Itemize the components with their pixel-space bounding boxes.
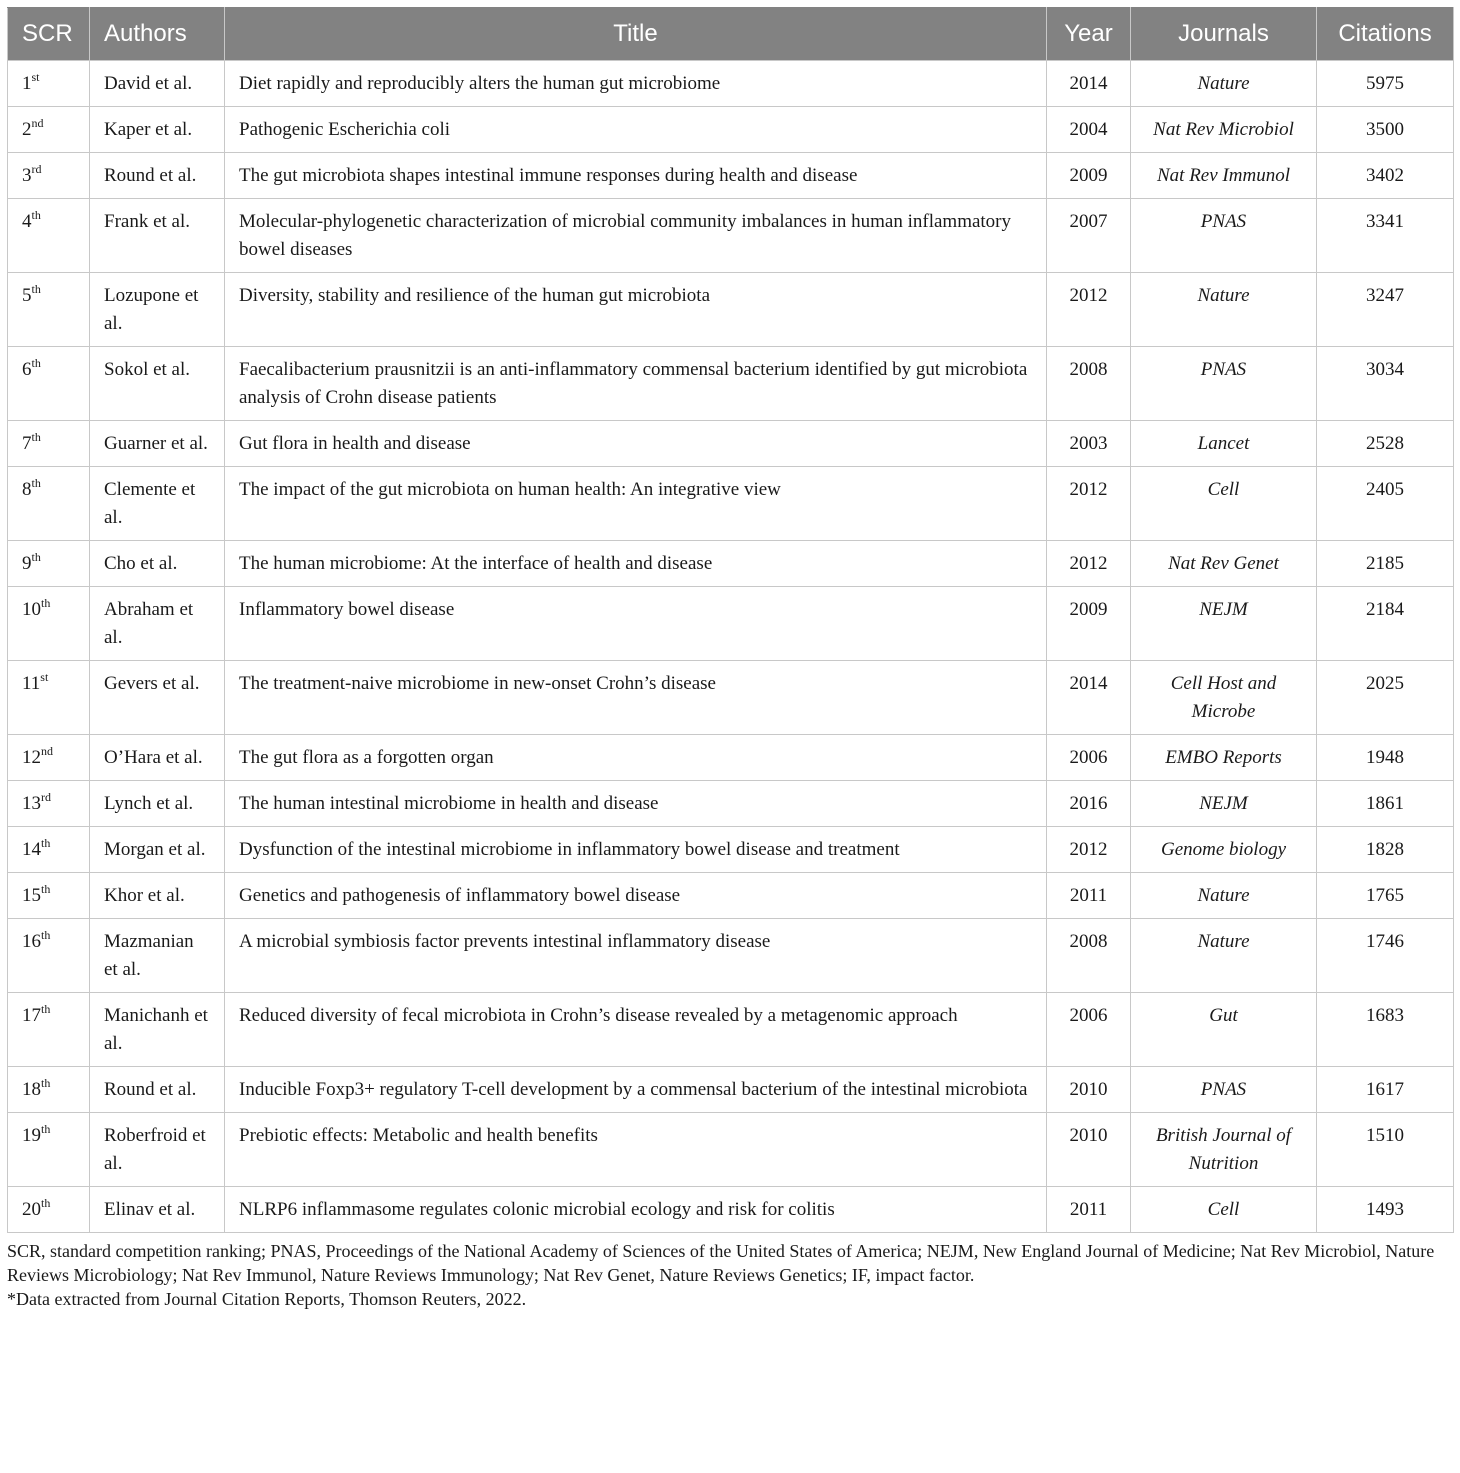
header-citations: Citations <box>1317 8 1454 61</box>
rank-suffix: th <box>41 1076 51 1090</box>
cell-year: 2010 <box>1047 1113 1131 1187</box>
table-row <box>8 781 1454 827</box>
cell-title: Prebiotic effects: Metabolic and health benefits <box>225 1113 1047 1187</box>
cell-year: 2008 <box>1047 347 1131 421</box>
cell-year: 2008 <box>1047 919 1131 993</box>
cell-title: Pathogenic Escherichia coli <box>225 107 1047 153</box>
table-row <box>8 61 1454 107</box>
cell-year: 2016 <box>1047 781 1131 827</box>
rank-suffix: th <box>31 476 41 490</box>
cell-authors: Lozupone et al. <box>90 273 225 347</box>
cell-title: Gut flora in health and disease <box>225 421 1047 467</box>
cell-title: Diet rapidly and reproducibly alters the human gut microbiome <box>225 61 1047 107</box>
table-row <box>8 827 1454 873</box>
cell-title: The gut microbiota shapes intestinal immune responses during health and disease <box>225 153 1047 199</box>
table-row <box>8 421 1454 467</box>
cell-authors: Kaper et al. <box>90 107 225 153</box>
cell-scr <box>8 919 90 993</box>
cell-year: 2009 <box>1047 587 1131 661</box>
rank-number: 9 <box>22 553 32 574</box>
cell-year: 2012 <box>1047 827 1131 873</box>
cell-scr <box>8 587 90 661</box>
table-row <box>8 541 1454 587</box>
rank-number: 2 <box>22 119 32 140</box>
cell-authors: Frank et al. <box>90 199 225 273</box>
rank-number: 15 <box>22 885 41 906</box>
cell-title: Molecular-phylogenetic characterization of microbial community imbalances in human inflammatory bowel diseases <box>225 199 1047 273</box>
cell-scr <box>8 1113 90 1187</box>
cell-citations: 5975 <box>1317 61 1454 107</box>
cell-journal: Lancet <box>1131 421 1317 467</box>
cell-title: NLRP6 inflammasome regulates colonic microbial ecology and risk for colitis <box>225 1187 1047 1233</box>
header-authors: Authors <box>90 8 225 61</box>
cell-authors: Roberfroid et al. <box>90 1113 225 1187</box>
cell-journal: Nature <box>1131 61 1317 107</box>
cell-authors: Mazmanian et al. <box>90 919 225 993</box>
cell-title: Inducible Foxp3+ regulatory T-cell development by a commensal bacterium of the intestinal microbiota <box>225 1067 1047 1113</box>
rank-number: 12 <box>22 747 41 768</box>
rank-number: 1 <box>22 73 32 94</box>
cell-journal: Gut <box>1131 993 1317 1067</box>
citations-table <box>7 7 1454 1233</box>
cell-title: Reduced diversity of fecal microbiota in Crohn’s disease revealed by a metagenomic approach <box>225 993 1047 1067</box>
rank-suffix: th <box>41 882 51 896</box>
cell-scr <box>8 153 90 199</box>
cell-citations: 2185 <box>1317 541 1454 587</box>
cell-scr <box>8 661 90 735</box>
rank-number: 5 <box>22 285 32 306</box>
cell-journal: PNAS <box>1131 1067 1317 1113</box>
cell-title: The treatment-naive microbiome in new-onset Crohn’s disease <box>225 661 1047 735</box>
cell-scr <box>8 61 90 107</box>
rank-suffix: th <box>41 836 51 850</box>
cell-authors: Morgan et al. <box>90 827 225 873</box>
cell-year: 2004 <box>1047 107 1131 153</box>
cell-year: 2014 <box>1047 661 1131 735</box>
cell-authors: Lynch et al. <box>90 781 225 827</box>
table-row <box>8 919 1454 993</box>
cell-year: 2006 <box>1047 993 1131 1067</box>
rank-number: 17 <box>22 1005 41 1026</box>
cell-year: 2011 <box>1047 873 1131 919</box>
cell-title: Diversity, stability and resilience of the human gut microbiota <box>225 273 1047 347</box>
cell-citations: 1510 <box>1317 1113 1454 1187</box>
rank-number: 14 <box>22 839 41 860</box>
table-container <box>7 7 1453 1311</box>
cell-authors: Guarner et al. <box>90 421 225 467</box>
cell-scr <box>8 873 90 919</box>
cell-journal: Nat Rev Immunol <box>1131 153 1317 199</box>
rank-suffix: th <box>31 430 41 444</box>
rank-suffix: rd <box>31 162 42 176</box>
table-row <box>8 273 1454 347</box>
cell-title: The human intestinal microbiome in health and disease <box>225 781 1047 827</box>
cell-citations: 2405 <box>1317 467 1454 541</box>
cell-authors: Cho et al. <box>90 541 225 587</box>
cell-citations: 1683 <box>1317 993 1454 1067</box>
rank-number: 7 <box>22 433 32 454</box>
cell-scr <box>8 107 90 153</box>
cell-journal: British Journal of Nutrition <box>1131 1113 1317 1187</box>
cell-scr <box>8 1067 90 1113</box>
cell-title: Inflammatory bowel disease <box>225 587 1047 661</box>
cell-journal: Nature <box>1131 919 1317 993</box>
rank-number: 19 <box>22 1125 41 1146</box>
cell-scr <box>8 993 90 1067</box>
cell-journal: NEJM <box>1131 587 1317 661</box>
cell-title: The impact of the gut microbiota on human health: An integrative view <box>225 467 1047 541</box>
cell-scr <box>8 735 90 781</box>
rank-suffix: st <box>31 70 40 84</box>
rank-number: 13 <box>22 793 41 814</box>
rank-suffix: nd <box>41 744 53 758</box>
cell-journal: PNAS <box>1131 347 1317 421</box>
cell-scr <box>8 347 90 421</box>
cell-authors: Sokol et al. <box>90 347 225 421</box>
cell-year: 2014 <box>1047 61 1131 107</box>
cell-authors: Manichanh et al. <box>90 993 225 1067</box>
cell-journal: NEJM <box>1131 781 1317 827</box>
cell-journal: Nat Rev Genet <box>1131 541 1317 587</box>
cell-journal: Cell Host and Microbe <box>1131 661 1317 735</box>
rank-number: 20 <box>22 1199 41 1220</box>
cell-journal: PNAS <box>1131 199 1317 273</box>
rank-suffix: th <box>41 1002 51 1016</box>
cell-citations: 2528 <box>1317 421 1454 467</box>
rank-suffix: rd <box>41 790 51 804</box>
table-row <box>8 153 1454 199</box>
header-title: Title <box>225 8 1047 61</box>
cell-journal: Nat Rev Microbiol <box>1131 107 1317 153</box>
rank-suffix: th <box>31 282 41 296</box>
rank-suffix: th <box>41 928 51 942</box>
table-body <box>8 61 1454 1233</box>
cell-title: The human microbiome: At the interface of health and disease <box>225 541 1047 587</box>
cell-citations: 2025 <box>1317 661 1454 735</box>
cell-authors: Round et al. <box>90 153 225 199</box>
cell-citations: 1765 <box>1317 873 1454 919</box>
cell-scr <box>8 1187 90 1233</box>
table-row <box>8 1067 1454 1113</box>
rank-suffix: th <box>31 550 41 564</box>
cell-year: 2012 <box>1047 273 1131 347</box>
footnote-abbreviations: SCR, standard competition ranking; PNAS, Proceedings of the National Academy of Sciences of the United States of America; NEJM, New England Journal of Medicine; Nat Rev Microbiol, Nature Reviews Microbiology; Nat Rev Immunol, Nature Reviews Immunology; Nat Rev Genet, Nature Reviews Genetics; IF, impact factor. <box>7 1241 1435 1285</box>
cell-year: 2003 <box>1047 421 1131 467</box>
cell-authors: Gevers et al. <box>90 661 225 735</box>
cell-citations: 2184 <box>1317 587 1454 661</box>
cell-year: 2011 <box>1047 1187 1131 1233</box>
table-row <box>8 661 1454 735</box>
table-row <box>8 735 1454 781</box>
cell-citations: 1617 <box>1317 1067 1454 1113</box>
rank-number: 6 <box>22 359 32 380</box>
rank-number: 11 <box>22 673 41 694</box>
cell-title: Genetics and pathogenesis of inflammatory bowel disease <box>225 873 1047 919</box>
rank-number: 3 <box>22 165 32 186</box>
cell-scr <box>8 273 90 347</box>
header-scr: SCR <box>8 8 90 61</box>
rank-suffix: nd <box>31 116 44 130</box>
table-row <box>8 199 1454 273</box>
cell-scr <box>8 781 90 827</box>
cell-scr <box>8 421 90 467</box>
cell-journal: Genome biology <box>1131 827 1317 873</box>
rank-number: 10 <box>22 599 41 620</box>
table-row <box>8 873 1454 919</box>
header-journals: Journals <box>1131 8 1317 61</box>
table-row <box>8 993 1454 1067</box>
cell-citations: 3034 <box>1317 347 1454 421</box>
cell-year: 2010 <box>1047 1067 1131 1113</box>
cell-citations: 3247 <box>1317 273 1454 347</box>
cell-journal: Cell <box>1131 467 1317 541</box>
header-row <box>8 8 1454 61</box>
rank-number: 18 <box>22 1079 41 1100</box>
cell-authors: Abraham et al. <box>90 587 225 661</box>
rank-suffix: th <box>31 208 41 222</box>
cell-citations: 1948 <box>1317 735 1454 781</box>
cell-authors: Elinav et al. <box>90 1187 225 1233</box>
cell-citations: 3402 <box>1317 153 1454 199</box>
cell-title: Faecalibacterium prausnitzii is an anti-inflammatory commensal bacterium identified by gut microbiota analysis of Crohn disease patients <box>225 347 1047 421</box>
cell-authors: Clemente et al. <box>90 467 225 541</box>
table-row <box>8 1187 1454 1233</box>
cell-authors: David et al. <box>90 61 225 107</box>
cell-authors: Khor et al. <box>90 873 225 919</box>
rank-number: 8 <box>22 479 32 500</box>
cell-scr <box>8 827 90 873</box>
cell-citations: 1861 <box>1317 781 1454 827</box>
cell-authors: Round et al. <box>90 1067 225 1113</box>
cell-citations: 1828 <box>1317 827 1454 873</box>
rank-suffix: th <box>31 356 41 370</box>
table-row <box>8 1113 1454 1187</box>
cell-year: 2012 <box>1047 541 1131 587</box>
cell-year: 2012 <box>1047 467 1131 541</box>
cell-scr <box>8 199 90 273</box>
cell-journal: Cell <box>1131 1187 1317 1233</box>
cell-journal: EMBO Reports <box>1131 735 1317 781</box>
cell-citations: 1493 <box>1317 1187 1454 1233</box>
cell-citations: 1746 <box>1317 919 1454 993</box>
cell-year: 2006 <box>1047 735 1131 781</box>
table-row <box>8 587 1454 661</box>
cell-title: A microbial symbiosis factor prevents intestinal inflammatory disease <box>225 919 1047 993</box>
footnote-source: *Data extracted from Journal Citation Reports, Thomson Reuters, 2022. <box>7 1289 527 1309</box>
rank-suffix: st <box>40 670 49 684</box>
cell-scr <box>8 467 90 541</box>
cell-journal: Nature <box>1131 873 1317 919</box>
cell-citations: 3500 <box>1317 107 1454 153</box>
cell-year: 2009 <box>1047 153 1131 199</box>
cell-title: The gut flora as a forgotten organ <box>225 735 1047 781</box>
cell-journal: Nature <box>1131 273 1317 347</box>
cell-authors: O’Hara et al. <box>90 735 225 781</box>
table-row <box>8 467 1454 541</box>
rank-number: 4 <box>22 211 32 232</box>
rank-suffix: th <box>41 1122 51 1136</box>
rank-number: 16 <box>22 931 41 952</box>
rank-suffix: th <box>41 596 51 610</box>
cell-citations: 3341 <box>1317 199 1454 273</box>
table-row <box>8 107 1454 153</box>
cell-scr <box>8 541 90 587</box>
table-row <box>8 347 1454 421</box>
rank-suffix: th <box>41 1196 51 1210</box>
header-year: Year <box>1047 8 1131 61</box>
cell-year: 2007 <box>1047 199 1131 273</box>
cell-title: Dysfunction of the intestinal microbiome in inflammatory bowel disease and treatment <box>225 827 1047 873</box>
